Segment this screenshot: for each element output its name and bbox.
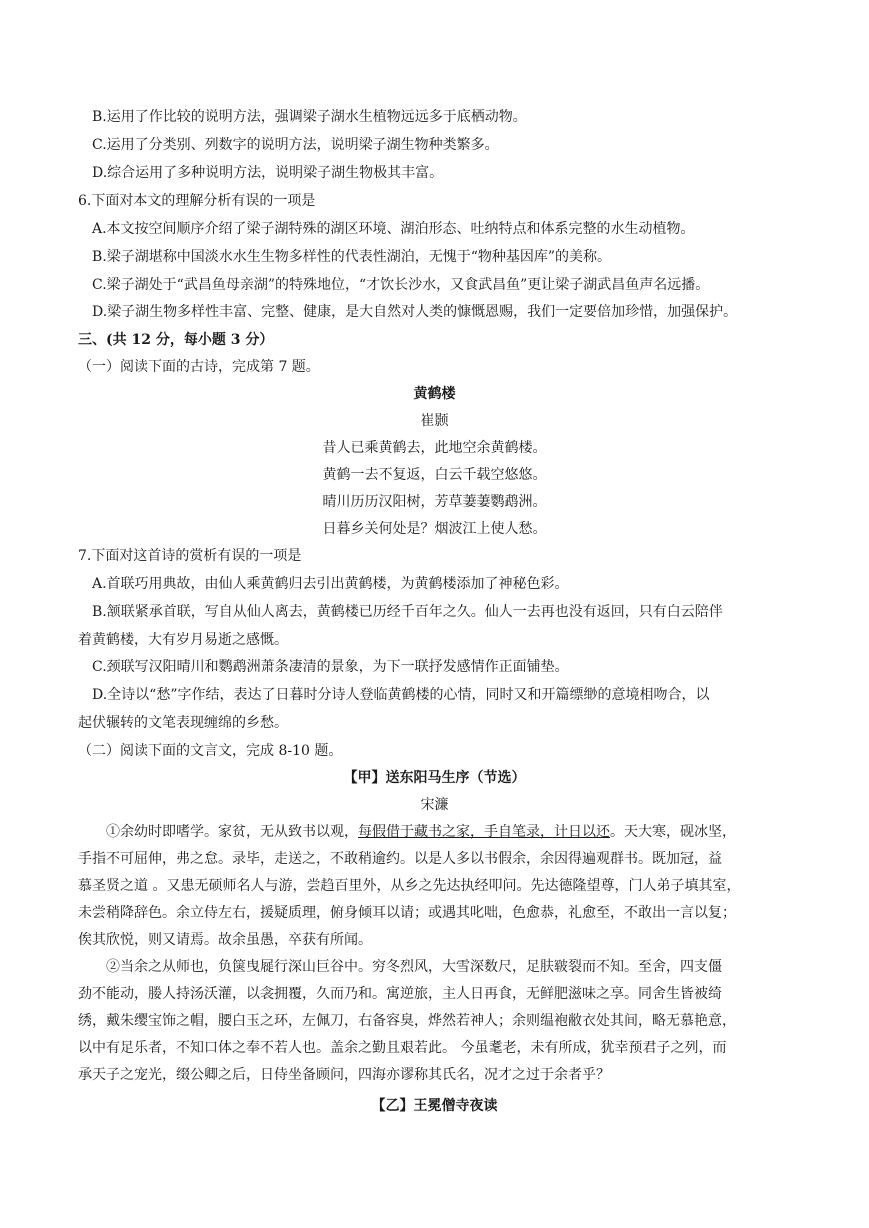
poem-line: 日暮乡关何处是？烟波江上使人愁。 xyxy=(322,521,547,537)
passage-a-title: 【甲】送东阳马生序（节选） xyxy=(343,770,526,786)
poem-line: 昔人已乘黄鹤去，此地空余黄鹤楼。 xyxy=(322,440,547,456)
q7-option-d-cont: 起伏辗转的文笔表现缠绵的乡愁。 xyxy=(78,715,288,731)
passage-a-p2-line: 承天子之宠光，缀公卿之后，日侍坐备顾问，四海亦谬称其氏名，况才之过于余者乎？ xyxy=(78,1067,610,1083)
poem-line: 晴川历历汉阳树，芳草萋萋鹦鹉洲。 xyxy=(322,494,547,510)
q6-option-a: A.本文按空间顺序介绍了梁子湖特殊的湖区环境、湖泊形态、吐纳特点和体系完整的水生动植物。 xyxy=(92,221,695,237)
poem-author: 崔颢 xyxy=(420,413,449,429)
q7-stem: 7.下面对这首诗的赏析有误的一项是 xyxy=(78,548,302,564)
passage-a-p1-line: 慕圣贤之道 。又患无硕师名人与游，尝趋百里外，从乡之先达执经叩问。先达德隆望尊，门人弟子填其室， xyxy=(78,878,741,894)
q7-option-b-cont: 着黄鹤楼，大有岁月易逝之感慨。 xyxy=(78,632,288,648)
text-segment: ①余幼时即嗜学。家贫，无从致书以观， xyxy=(106,824,358,840)
part-1-intro: （一）阅读下面的古诗，完成第 7 题。 xyxy=(78,359,320,375)
q7-option-b: B.颔联紧承首联，写自从仙人离去，黄鹤楼已历经千百年之久。仙人一去再也没有返回，只有白云陪伴 xyxy=(92,604,723,620)
passage-a-author: 宋濂 xyxy=(420,797,449,813)
passage-a-p1-line xyxy=(106,822,736,842)
section-3-heading: 三、(共 12 分，每小题 3 分） xyxy=(78,332,274,348)
q5-option-b: B.运用了作比较的说明方法，强调梁子湖水生植物远远多于底栖动物。 xyxy=(92,109,527,125)
poem-title: 黄鹤楼 xyxy=(413,386,456,402)
part-2-intro: （二）阅读下面的文言文，完成 8-10 题。 xyxy=(78,743,343,759)
q6-stem: 6.下面对本文的理解分析有误的一项是 xyxy=(78,193,316,209)
passage-a-p1-line: 俟其欣悦，则又请焉。故余虽愚，卒获有所闻。 xyxy=(78,932,372,948)
q7-option-c: C.颈联写汉阳晴川和鹦鹉洲萧条凄清的景象，为下一联抒发感情作正面铺垫。 xyxy=(92,659,569,675)
passage-a-p2-line: 以中有足乐者，不知口体之奉不若人也。盖余之勤且艰若此。 今虽耄老，未有所成，犹幸预君子之列，而 xyxy=(78,1040,727,1056)
passage-a-p2-line: 绣，戴朱缨宝饰之帽，腰白玉之环，左佩刀，右备容臭，烨然若神人；余则缊袍敝衣处其间，略无慕艳意， xyxy=(78,1013,736,1029)
passage-a-p1-line: 未尝稍降辞色。余立侍左右，援疑质理，俯身倾耳以请；或遇其叱咄，色愈恭，礼愈至，不敢出一言以复； xyxy=(78,905,736,921)
q5-option-d: D.综合运用了多种说明方法，说明梁子湖生物极其丰富。 xyxy=(92,165,444,181)
q5-option-c: C.运用了分类别、列数字的说明方法，说明梁子湖生物种类繁多。 xyxy=(92,137,499,153)
q7-option-d: D.全诗以“愁”字作结，表达了日暮时分诗人登临黄鹤楼的心情，同时又和开篇缥缈的意境相吻合，以 xyxy=(92,687,710,703)
text-segment: 。天大寒，砚冰坚， xyxy=(610,824,736,840)
q6-option-b: B.梁子湖堪称中国淡水水生生物多样性的代表性湖泊，无愧于“物种基因库”的美称。 xyxy=(92,249,612,265)
poem-line: 黄鹤一去不复返，白云千载空悠悠。 xyxy=(322,467,547,483)
q6-option-c: C.梁子湖处于“武昌鱼母亲湖”的特殊地位，“才饮长沙水，又食武昌鱼”更让梁子湖武昌鱼声名远播。 xyxy=(92,277,710,293)
q7-option-a: A.首联巧用典故，由仙人乘黄鹤归去引出黄鹤楼，为黄鹤楼添加了神秘色彩。 xyxy=(92,576,569,592)
passage-b-title: 【乙】王冕僧寺夜读 xyxy=(371,1098,498,1114)
passage-a-p2-line: ②当余之从师也，负箧曳屣行深山巨谷中。穷冬烈风，大雪深数尺，足肤皲裂而不知。至舍，四支僵 xyxy=(106,959,722,975)
q6-option-d: D.梁子湖生物多样性丰富、完整、健康，是大自然对人类的慷慨恩赐，我们一定要倍加珍惜，加强保护。 xyxy=(92,304,738,320)
underlined-sentence: 每假借于藏书之家，手自笔录，计日以还 xyxy=(358,824,610,840)
passage-a-p2-line: 劲不能动，媵人持汤沃灌，以衾拥覆，久而乃和。寓逆旅，主人日再食，无鲜肥滋味之享。同舍生皆被绮 xyxy=(78,986,722,1002)
passage-a-p1-line: 手指不可屈伸，弗之怠。录毕，走送之，不敢稍逾约。以是人多以书假余，余因得遍观群书。既加冠，益 xyxy=(78,851,722,867)
